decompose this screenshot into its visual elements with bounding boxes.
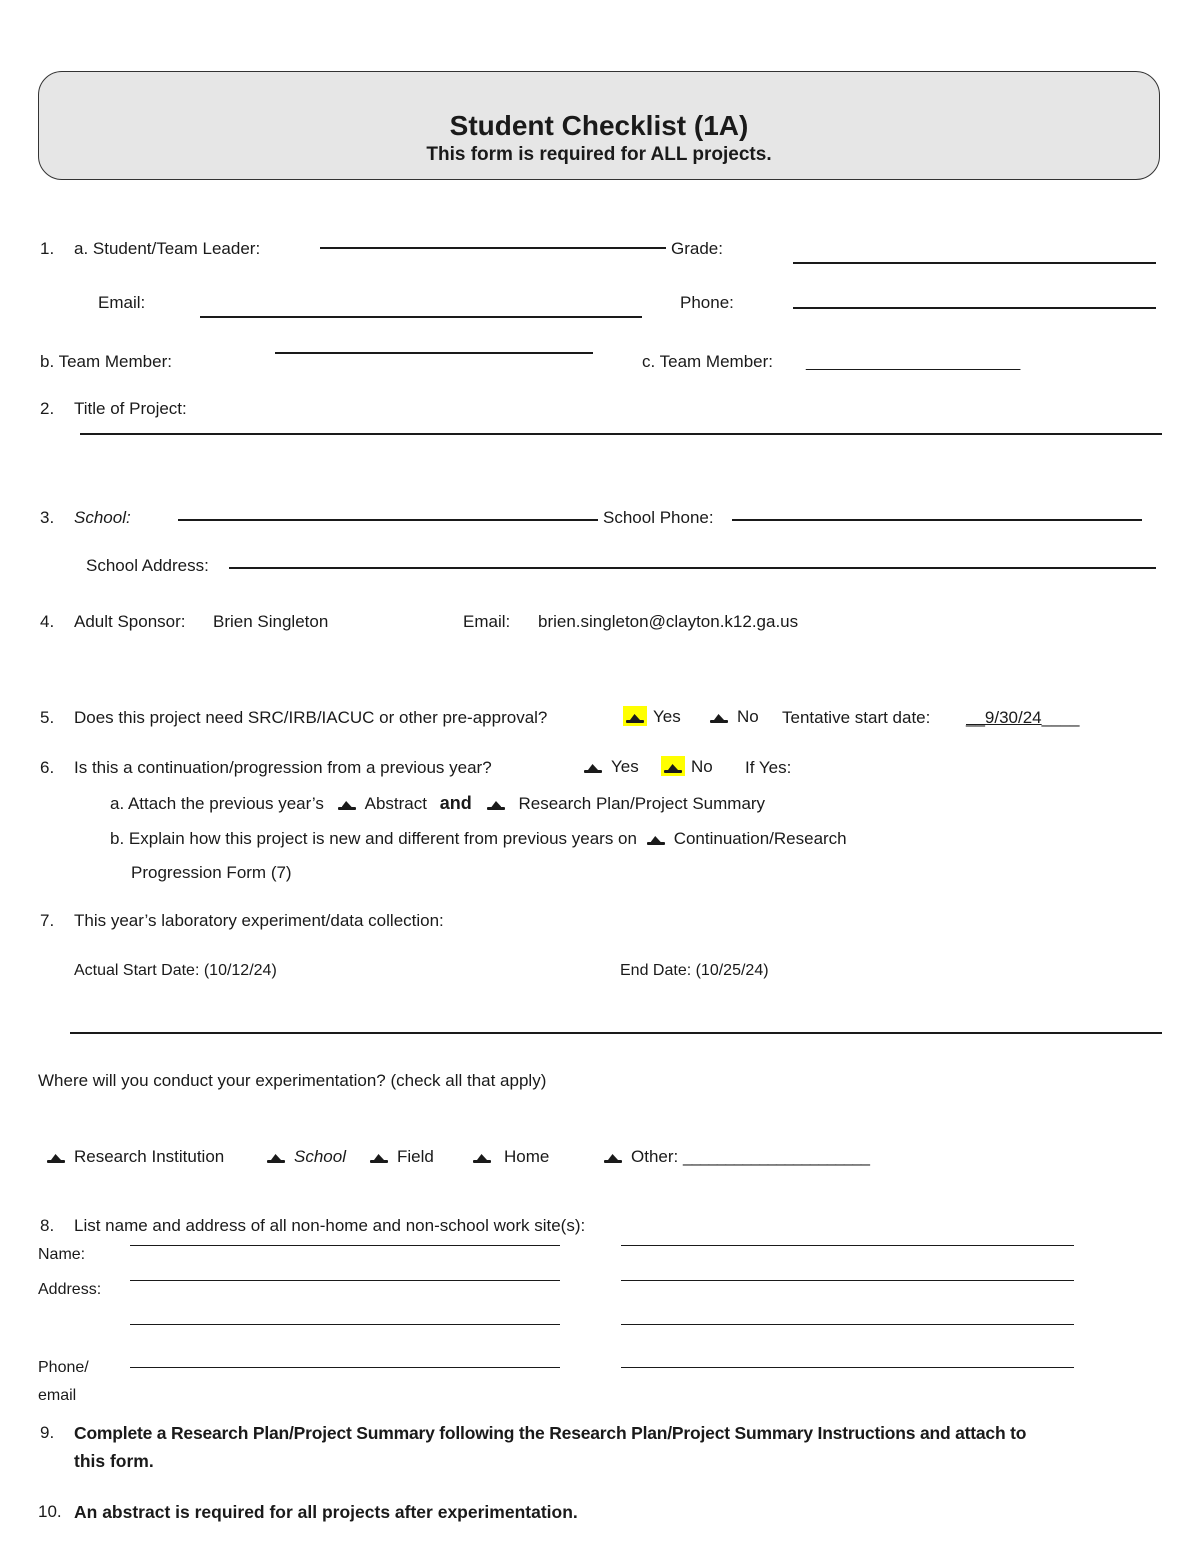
member-c-label: c. Team Member: [642,352,774,371]
sponsor-email-label: Email: [463,612,511,631]
option-research-institution[interactable]: Research Institution [44,1146,224,1167]
option-school[interactable]: School [264,1146,346,1167]
option-other[interactable]: Other: ______________________ [601,1146,869,1167]
q9-text-line1: Complete a Research Plan/Project Summary following the Research Plan/Project Summary Instructions and attach to [74,1423,1027,1443]
checkbox-icon[interactable] [601,1146,625,1166]
q6-yes-option[interactable] [581,756,639,777]
school-phone-field[interactable] [732,519,1142,521]
site-address-field-1[interactable] [130,1280,560,1281]
checkbox-icon[interactable] [644,828,668,848]
checkbox-icon[interactable] [484,793,508,813]
where-question: Where will you conduct your experimentation? (check all that apply) [38,1071,547,1090]
q5-number: 5. [40,708,55,727]
q5-yes-option[interactable] [623,706,681,727]
end-date: End Date: (10/25/24) [620,962,769,979]
email-field[interactable] [200,316,642,318]
school-phone-label: School Phone: [603,508,714,527]
site-email-label: email [38,1387,77,1404]
site-address-field-2[interactable] [621,1280,1074,1281]
site-address-field-3[interactable] [130,1324,560,1325]
school-address-label: School Address: [86,556,209,575]
sponsor-name: Brien Singleton [213,612,329,631]
phone-field[interactable] [793,307,1156,309]
form-header [38,71,1160,180]
site-phone-field-1[interactable] [130,1367,560,1368]
checkbox-icon[interactable] [335,793,359,813]
q5-no-label: No [737,707,759,726]
actual-start-date: Actual Start Date: (10/12/24) [74,962,277,979]
q8-label: List name and address of all non-home and non-school work site(s): [74,1216,586,1235]
option-field[interactable]: Field [367,1146,434,1167]
q5-no-option[interactable] [707,706,759,727]
leader-label: a. Student/Team Leader: [74,239,261,258]
q3-number: 3. [40,508,55,527]
checkbox-icon[interactable] [707,706,731,726]
q10-text: An abstract is required for all projects after experimentation. [74,1502,578,1522]
site-address-label: Address: [38,1281,102,1298]
q7-number: 7. [40,911,55,930]
school-address-field[interactable] [229,567,1156,569]
option-home[interactable]: Home [470,1146,549,1167]
phone-label: Phone: [680,293,734,312]
q6b-form-2: Progression Form (7) [131,863,292,882]
divider [70,1032,1162,1034]
site-name-field-2[interactable] [621,1245,1074,1246]
grade-field[interactable] [793,262,1156,264]
q6a-line [110,793,765,814]
q6-no-option[interactable] [661,756,713,777]
q6b-text: b. Explain how this project is new and different from previous years on [110,829,637,848]
start-date-value[interactable]: __9/30/24____ [966,708,1080,727]
site-name-field-1[interactable] [130,1245,560,1246]
school-label: School: [74,508,131,527]
project-title-label: Title of Project: [74,399,187,418]
q9-text-line2: this form. [74,1451,154,1471]
checkbox-icon[interactable] [661,756,685,776]
checkbox-icon[interactable] [264,1146,288,1166]
q6-question: Is this a continuation/progression from a previous year? [74,758,492,777]
checkbox-icon[interactable] [367,1146,391,1166]
q6a-plan: Research Plan/Project Summary [518,794,766,813]
q10-number: 10. [38,1502,62,1521]
q6-if-yes: If Yes: [745,758,792,777]
site-phone-label: Phone/ [38,1359,89,1376]
q5-yes-label: Yes [653,707,681,726]
start-date-label: Tentative start date: [782,708,931,727]
project-title-field[interactable] [80,433,1162,435]
site-phone-field-2[interactable] [621,1367,1074,1368]
q8-number: 8. [40,1216,55,1235]
sponsor-email: brien.singleton@clayton.k12.ga.us [538,612,799,631]
q7-label: This year’s laboratory experiment/data collection: [74,911,444,930]
q6a-text: a. Attach the previous year’s [110,794,324,813]
sponsor-label: Adult Sponsor: [74,612,186,631]
form-title: Student Checklist (1A) [449,110,749,141]
q6a-abstract: Abstract [364,794,427,813]
member-b-field[interactable] [275,352,593,354]
q6b-line [110,828,847,849]
q6b-form: Continuation/Research [673,829,847,848]
q5-question: Does this project need SRC/IRB/IACUC or other pre-approval? [74,708,548,727]
site-address-field-4[interactable] [621,1324,1074,1325]
member-c-field[interactable]: ___________________________ [806,354,1020,371]
grade-label: Grade: [671,239,723,258]
q6a-and: and [439,793,472,813]
q4-number: 4. [40,612,55,631]
form-subtitle: This form is required for ALL projects. [426,144,772,165]
leader-field[interactable] [320,247,666,249]
site-name-label: Name: [38,1246,86,1263]
email-label: Email: [98,293,146,312]
q9-number: 9. [40,1423,55,1442]
q1-number: 1. [40,239,55,258]
q2-number: 2. [40,399,55,418]
q6-number: 6. [40,758,55,777]
school-field[interactable] [178,519,598,521]
q6-yes-label: Yes [611,757,639,776]
checkbox-icon[interactable] [623,706,647,726]
checkbox-icon[interactable] [581,756,605,776]
q6-no-label: No [691,757,713,776]
other-field[interactable]: ______________________ [682,1147,869,1166]
member-b-label: b. Team Member: [40,352,172,371]
checkbox-icon[interactable] [44,1146,68,1166]
checkbox-icon[interactable] [470,1146,494,1166]
